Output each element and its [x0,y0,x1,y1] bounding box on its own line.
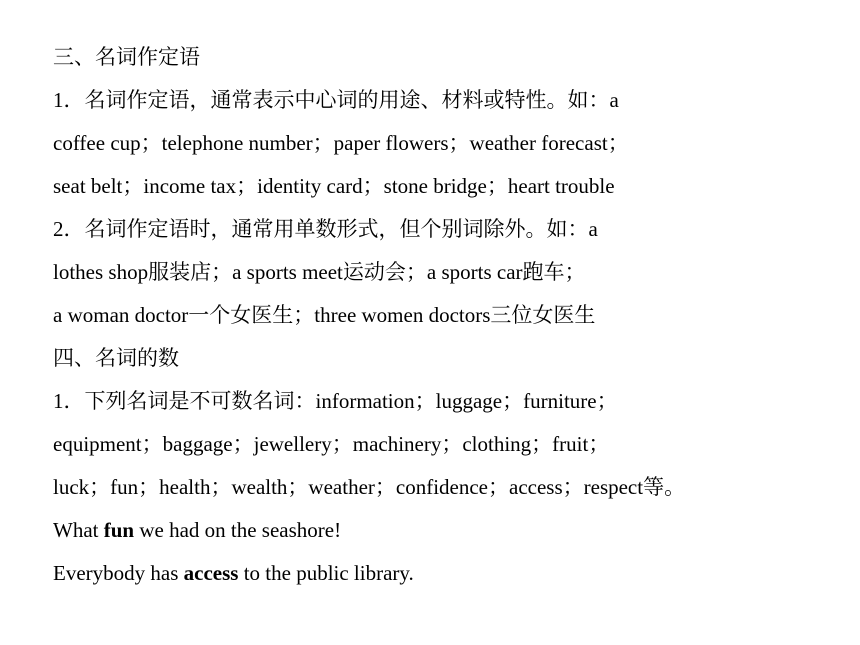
text-line: lothes shop服装店；a sports meet运动会；a sports car跑车； [53,260,586,284]
example-text: What [53,518,104,542]
section-heading-noun-number: 四、名词的数 [53,346,179,370]
text-line: 1．名词作定语，通常表示中心词的用途、材料或特性。如：a [53,88,619,112]
text-line: a woman doctor一个女医生；three women doctors三位女医生 [53,303,596,327]
example-sentence-fun [53,520,341,541]
example-sentence-access [53,563,414,584]
text-line: coffee cup；telephone number；paper flowers；weather forecast； [53,131,629,155]
text-line: luck；fun；health；wealth；weather；confidence；access；respect等。 [53,475,686,499]
example-keyword: fun [103,518,135,542]
example-text: to the public library. [238,561,414,585]
text-line: seat belt；income tax；identity card；stone bridge；heart trouble [53,174,615,198]
text-line: 1．下列名词是不可数名词：information；luggage；furniture； [53,389,618,413]
text-line: equipment；baggage；jewellery；machinery；clothing；fruit； [53,432,610,456]
text-line: 2．名词作定语时，通常用单数形式，但个别词除外。如：a [53,217,598,241]
section-heading-noun-attribute: 三、名词作定语 [53,45,200,69]
example-text: Everybody has [53,561,184,585]
example-keyword: access [183,561,239,585]
example-text: we had on the seashore! [134,518,342,542]
